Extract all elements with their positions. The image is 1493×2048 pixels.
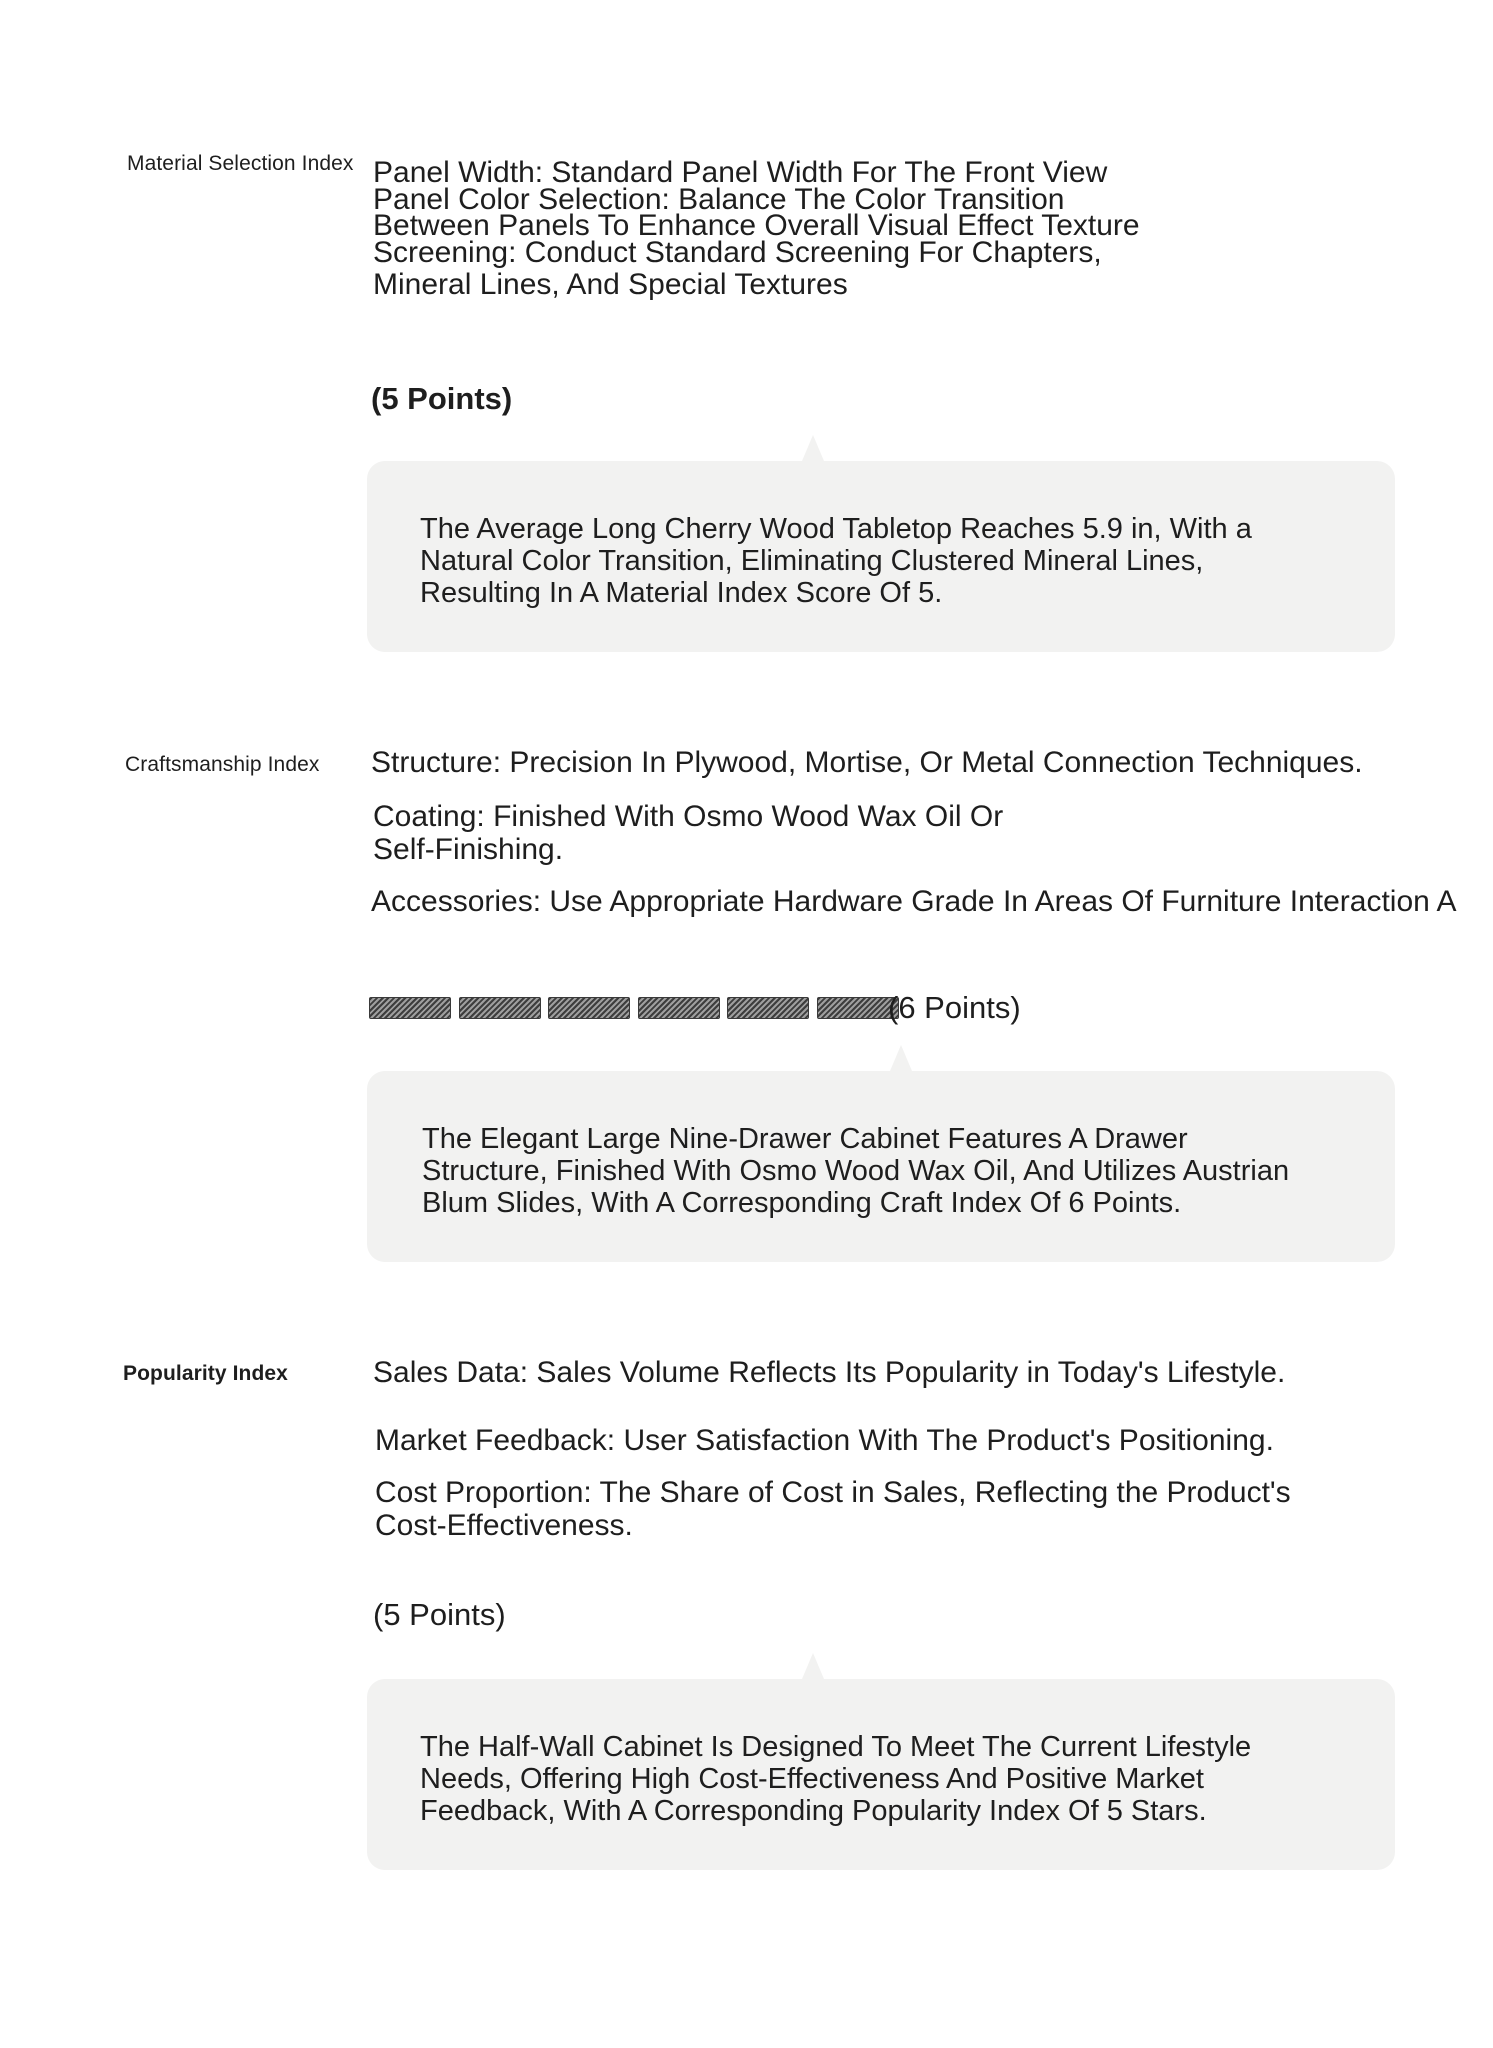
criteria-line: Cost-Effectiveness. [375, 1509, 633, 1542]
material-example-callout [367, 461, 1395, 652]
craftsmanship-points: (6 Points) [888, 990, 1021, 1025]
example-line: The Half-Wall Cabinet Is Designed To Meet The Current Lifestyle [420, 1731, 1252, 1763]
criteria-line: Panel Color Selection: Balance The Color Transition [373, 182, 1065, 216]
example-line: Structure, Finished With Osmo Wood Wax Oil, And Utilizes Austrian [422, 1155, 1290, 1187]
criteria-line: Accessories: Use Appropriate Hardware Grade In Areas Of Furniture Interaction A [371, 885, 1457, 918]
criteria-line: Panel Width: Standard Panel Width For The Front View [373, 156, 1108, 189]
rating-mark [817, 997, 899, 1019]
criteria-line: Self-Finishing. [373, 833, 564, 866]
popularity-example-callout [367, 1679, 1395, 1870]
example-line: Resulting In A Material Index Score Of 5. [420, 577, 943, 609]
coating-criteria [373, 800, 1003, 866]
criteria-line: Structure: Precision In Plywood, Mortise, Or Metal Connection Techniques. [371, 746, 1363, 779]
example-text [420, 1731, 1251, 1827]
criteria-line: Between Panels To Enhance Overall Visual Effect Texture [373, 209, 1140, 242]
cost-criteria [375, 1476, 1291, 1542]
craftsmanship-example-callout [367, 1071, 1395, 1262]
material-points: (5 Points) [371, 381, 513, 416]
rating-mark [727, 997, 809, 1019]
popularity-points: (5 Points) [373, 1597, 506, 1632]
rating-mark [369, 997, 451, 1019]
rating-mark [459, 997, 541, 1019]
material-criteria [373, 156, 1140, 301]
rating-mark [548, 997, 630, 1019]
rating-marks [369, 997, 909, 1019]
example-line: Natural Color Transition, Eliminating Clustered Mineral Lines, [420, 545, 1204, 577]
example-text [420, 513, 1252, 609]
criteria-line: Cost Proportion: The Share of Cost in Sales, Reflecting the Product's [375, 1476, 1291, 1509]
criteria-line: Sales Data: Sales Volume Reflects Its Popularity in Today's Lifestyle. [373, 1356, 1286, 1389]
criteria-line: Screening: Conduct Standard Screening For Chapters, [373, 235, 1102, 269]
section-label-material: Material Selection Index [127, 152, 354, 175]
section-label-popularity: Popularity Index [123, 1362, 288, 1385]
craftsmanship-rating [369, 990, 1029, 1026]
criteria-line: Mineral Lines, And Special Textures [373, 268, 848, 301]
criteria-line: Market Feedback: User Satisfaction With The Product's Positioning. [375, 1424, 1274, 1457]
example-line: The Elegant Large Nine-Drawer Cabinet Features A Drawer [422, 1123, 1188, 1155]
example-line: Feedback, With A Corresponding Popularity Index Of 5 Stars. [420, 1795, 1207, 1827]
example-line: Needs, Offering High Cost-Effectiveness And Positive Market [420, 1763, 1204, 1795]
example-line: The Average Long Cherry Wood Tabletop Reaches 5.9 in, With a [420, 513, 1252, 545]
rating-mark [638, 997, 720, 1019]
section-label-craftsmanship: Craftsmanship Index [125, 753, 320, 776]
criteria-line: Coating: Finished With Osmo Wood Wax Oil Or [373, 800, 1004, 833]
example-text [422, 1123, 1289, 1219]
example-line: Blum Slides, With A Corresponding Craft Index Of 6 Points. [422, 1187, 1182, 1219]
